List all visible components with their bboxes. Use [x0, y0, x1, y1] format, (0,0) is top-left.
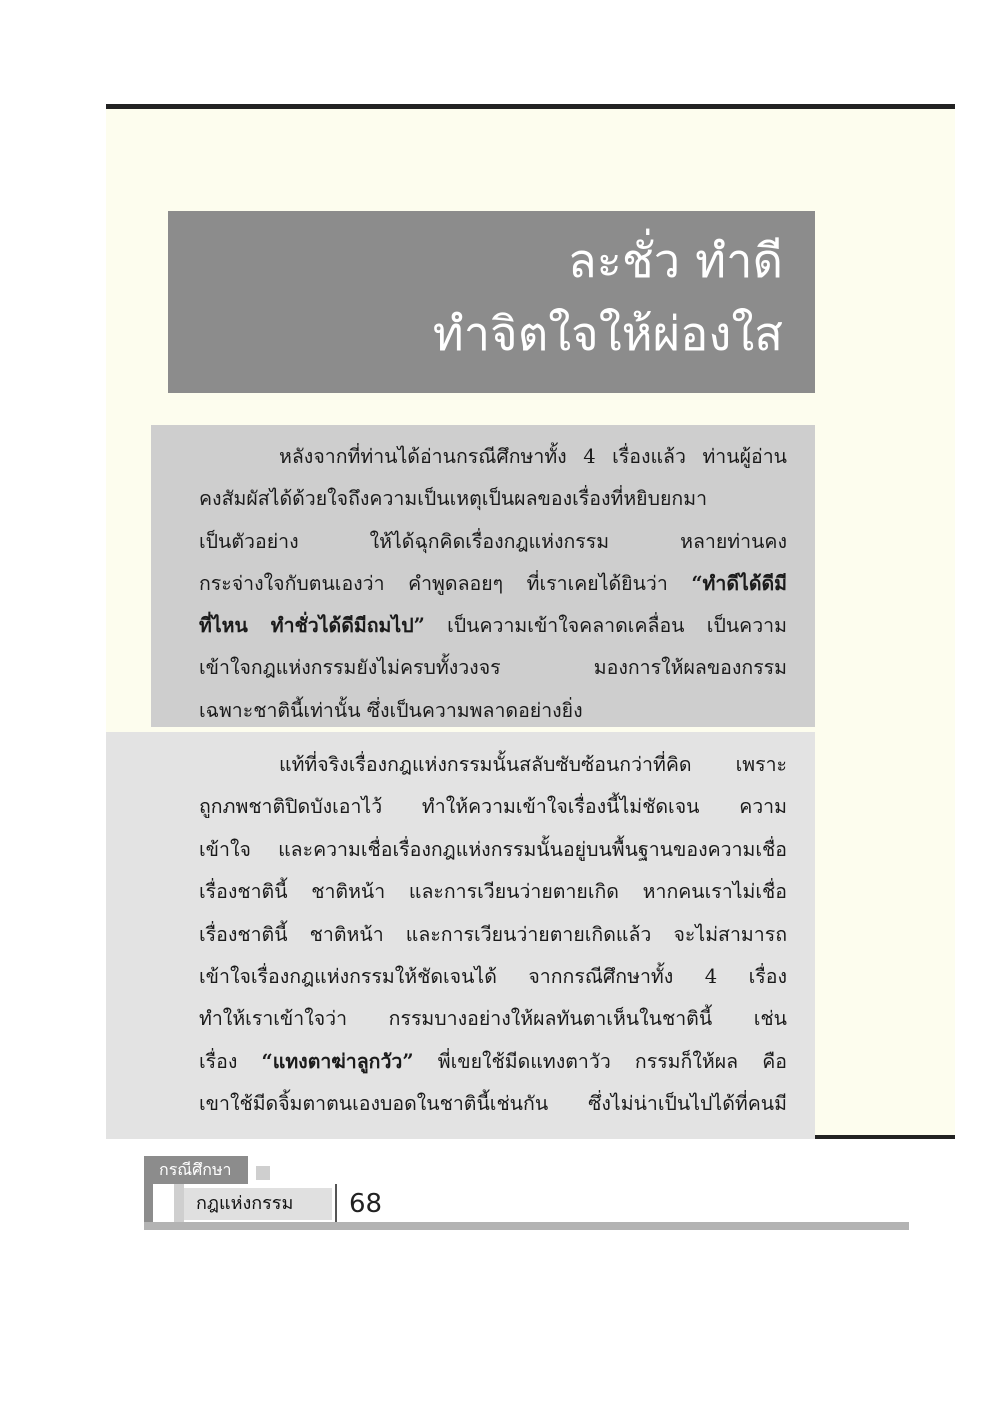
footer-book-title: กฎแห่งกรรม — [184, 1188, 332, 1220]
paragraph-text: พี่เขยใช้มีดแทงตาวัว กรรมก็ให้ผล คือ — [413, 1049, 787, 1073]
paragraph-text: เรื่อง — [199, 1049, 262, 1073]
paragraph-line: เรื่องชาตินี้ ชาติหน้า และการเวียนว่ายตายเกิด หากคนเราไม่เชื่อ — [199, 880, 787, 904]
paragraph-line — [199, 605, 787, 647]
chapter-title-line-2: ทำจิตใจให้ผ่องใส — [432, 307, 783, 362]
paragraph-line: ทำให้เราเข้าใจว่า กรรมบางอย่างให้ผลทันตาเห็นในชาตินี้ เช่น — [199, 1007, 787, 1031]
paragraph-line: แท้ที่จริงเรื่องกฎแห่งกรรมนั้นสลับซับซ้อนกว่าที่คิด เพราะ — [279, 753, 787, 776]
footer-section-label: กรณีศึกษา — [153, 1156, 248, 1184]
footer-decor-bar — [144, 1156, 153, 1230]
footer-divider — [335, 1184, 337, 1222]
footer-base-bar — [144, 1222, 909, 1230]
paragraph-line: เป็นตัวอย่าง ให้ได้ฉุกคิดเรื่องกฎแห่งกรรม หลายท่านคง — [199, 529, 787, 553]
paragraph-1 — [151, 425, 815, 727]
page-footer — [144, 1152, 909, 1232]
quote-bold: “แทงตาฆ่าลูกวัว” — [261, 1049, 414, 1073]
page-number: 68 — [349, 1189, 383, 1219]
paragraph-text: กระจ่างใจกับตนเองว่า คำพูดลอยๆ ที่เราเคยได้ยินว่า — [199, 571, 692, 595]
paragraph-text: เป็นความเข้าใจคลาดเคลื่อน เป็นความ — [424, 614, 787, 638]
paragraph-line — [199, 563, 787, 605]
paragraph-line: เขาใช้มีดจิ้มตาตนเองบอดในชาตินี้เช่นกัน ซึ่งไม่น่าเป็นไปได้ที่คนมี — [199, 1092, 787, 1116]
paragraph-line: เฉพาะชาตินี้เท่านั้น ซึ่งเป็นความพลาดอย่างยิ่ง — [199, 698, 583, 722]
chapter-title-box — [168, 211, 815, 393]
paragraph-line: ถูกภพชาติปิดบังเอาไว้ ทำให้ความเข้าใจเรื่องนี้ไม่ชัดเจน ความ — [199, 795, 787, 819]
paragraph-line: เข้าใจกฎแห่งกรรมยังไม่ครบทั้งวงจร มองการให้ผลของกรรม — [199, 656, 787, 680]
quote-bold: ที่ไหน ทำชั่วได้ดีมีถมไป” — [199, 614, 425, 638]
paragraph-line: คงสัมผัสได้ด้วยใจถึงความเป็นเหตุเป็นผลของเรื่องที่หยิบยกมา — [199, 487, 708, 511]
footer-decor-square — [256, 1166, 270, 1180]
quote-bold: “ทำดีได้ดีมี — [691, 571, 787, 595]
paragraph-line: เข้าใจ และความเชื่อเรื่องกฎแห่งกรรมนั้นอยู่บนพื้นฐานของความเชื่อ — [199, 837, 787, 861]
bottom-rule — [815, 1135, 955, 1139]
paragraph-line: เรื่องชาตินี้ ชาติหน้า และการเวียนว่ายตายเกิดแล้ว จะไม่สามารถ — [199, 922, 787, 946]
paragraph-line: เข้าใจเรื่องกฎแห่งกรรมให้ชัดเจนได้ จากกรณีศึกษาทั้ง 4 เรื่อง — [199, 965, 787, 989]
footer-decor-bar — [174, 1184, 184, 1222]
paragraph-line — [199, 1041, 787, 1083]
chapter-title-line-1: ละชั่ว ทำดี — [567, 234, 783, 289]
paragraph-2 — [106, 732, 815, 1139]
paragraph-line: หลังจากที่ท่านได้อ่านกรณีศึกษาทั้ง 4 เรื่องแล้ว ท่านผู้อ่าน — [279, 445, 787, 468]
